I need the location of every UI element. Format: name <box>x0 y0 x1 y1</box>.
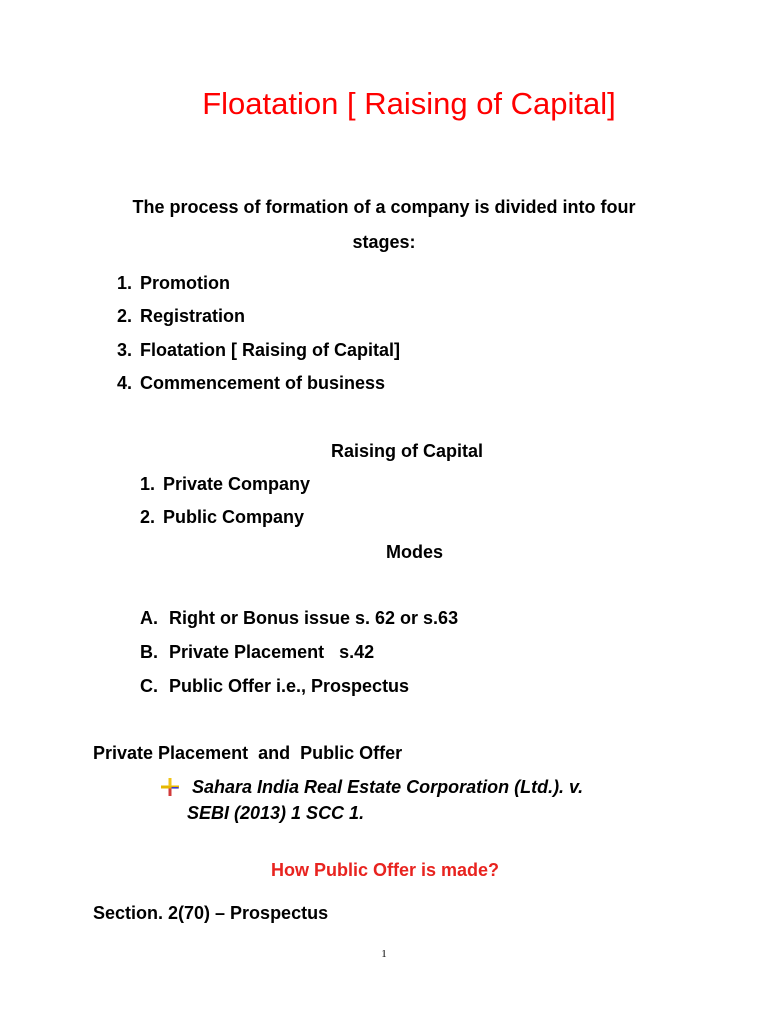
mode-item <box>140 608 458 629</box>
intro-line-1: The process of formation of a company is divided into four <box>132 197 636 217</box>
company-type-item <box>140 474 310 495</box>
mode-label: Public Offer i.e., Prospectus <box>169 676 410 696</box>
company-type-label: Public Company <box>163 507 305 527</box>
mode-letter: B. <box>140 642 158 662</box>
stage-number: 3. <box>117 340 133 360</box>
intro-line-2: stages: <box>352 232 416 252</box>
mode-label: Private Placement s.42 <box>169 642 375 662</box>
stage-label: Promotion <box>140 273 230 293</box>
stage-label: Registration <box>140 306 246 326</box>
mode-item <box>140 676 409 697</box>
case-citation-line-2: SEBI (2013) 1 SCC 1. <box>187 803 365 823</box>
question-heading: How Public Offer is made? <box>270 860 500 880</box>
company-type-number: 2. <box>140 507 156 527</box>
stage-number: 1. <box>117 273 133 293</box>
stage-label: Floatation [ Raising of Capital] <box>140 340 400 360</box>
stage-item <box>117 306 245 327</box>
mode-label: Right or Bonus issue s. 62 or s.63 <box>169 608 459 628</box>
company-type-number: 1. <box>140 474 156 494</box>
bullet-icon <box>160 777 180 797</box>
stage-item <box>117 340 400 361</box>
mode-letter: C. <box>140 676 158 696</box>
mode-item <box>140 642 374 663</box>
modes-heading: Modes <box>386 542 444 562</box>
company-type-item <box>140 507 304 528</box>
case-citation-line-1: Sahara India Real Estate Corporation (Ltd.). v. <box>192 777 584 797</box>
mode-letter: A. <box>140 608 158 628</box>
stage-item <box>117 373 385 394</box>
stage-number: 2. <box>117 306 133 326</box>
page-title: Floatation [ Raising of Capital] <box>202 86 616 121</box>
section-reference: Section. 2(70) – Prospectus <box>93 903 329 923</box>
raising-heading: Raising of Capital <box>330 441 483 461</box>
stage-label: Commencement of business <box>140 373 386 393</box>
comparison-heading: Private Placement and Public Offer <box>93 743 403 763</box>
stage-item <box>117 273 230 294</box>
stage-number: 4. <box>117 373 133 393</box>
company-type-label: Private Company <box>163 474 311 494</box>
page-number: 1 <box>381 948 387 960</box>
